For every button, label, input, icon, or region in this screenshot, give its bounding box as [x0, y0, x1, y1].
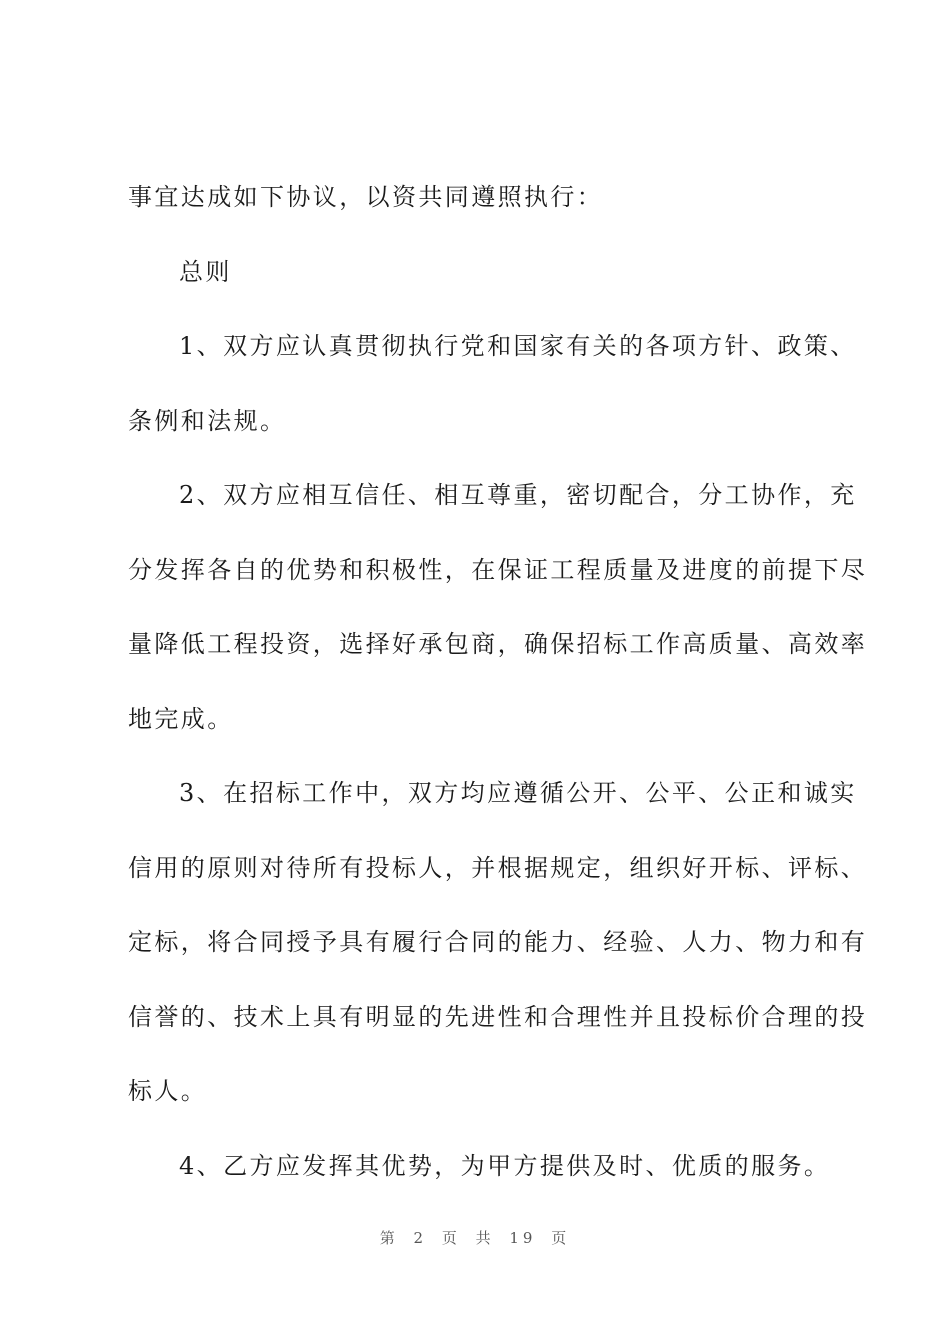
text-line-7: 量降低工程投资，选择好承包商，确保招标工作高质量、高效率 [128, 630, 868, 658]
section-heading: 总则 [179, 257, 232, 286]
text-line-12: 信誉的、技术上具有明显的先进性和合理性并且投标价合理的投 [128, 1002, 868, 1031]
document-body [128, 172, 868, 1215]
page-number-footer: 第 2 页 共 19 页 [379, 1229, 571, 1247]
text-line-13: 标人。 [128, 1077, 208, 1105]
text-line-5: 2、双方应相互信任、相互尊重，密切配合，分工协作，充 [179, 481, 857, 509]
text-line-8: 地完成。 [128, 704, 234, 733]
text-line-9: 3、在招标工作中，双方均应遵循公开、公平、公正和诚实 [179, 779, 857, 807]
text-line-3: 1、双方应认真贯彻执行党和国家有关的各项方针、政策、 [179, 332, 857, 360]
text-line-1: 事宜达成如下协议，以资共同遵照执行： [128, 183, 604, 211]
text-line-6: 分发挥各自的优势和积极性，在保证工程质量及进度的前提下尽 [128, 555, 868, 584]
text-line-10: 信用的原则对待所有投标人，并根据规定，组织好开标、评标、 [128, 853, 868, 882]
text-line-4: 条例和法规。 [128, 406, 287, 435]
text-line-11: 定标，将合同授予具有履行合同的能力、经验、人力、物力和有 [128, 928, 868, 956]
text-line-14: 4、乙方应发挥其优势，为甲方提供及时、优质的服务。 [179, 1151, 831, 1180]
